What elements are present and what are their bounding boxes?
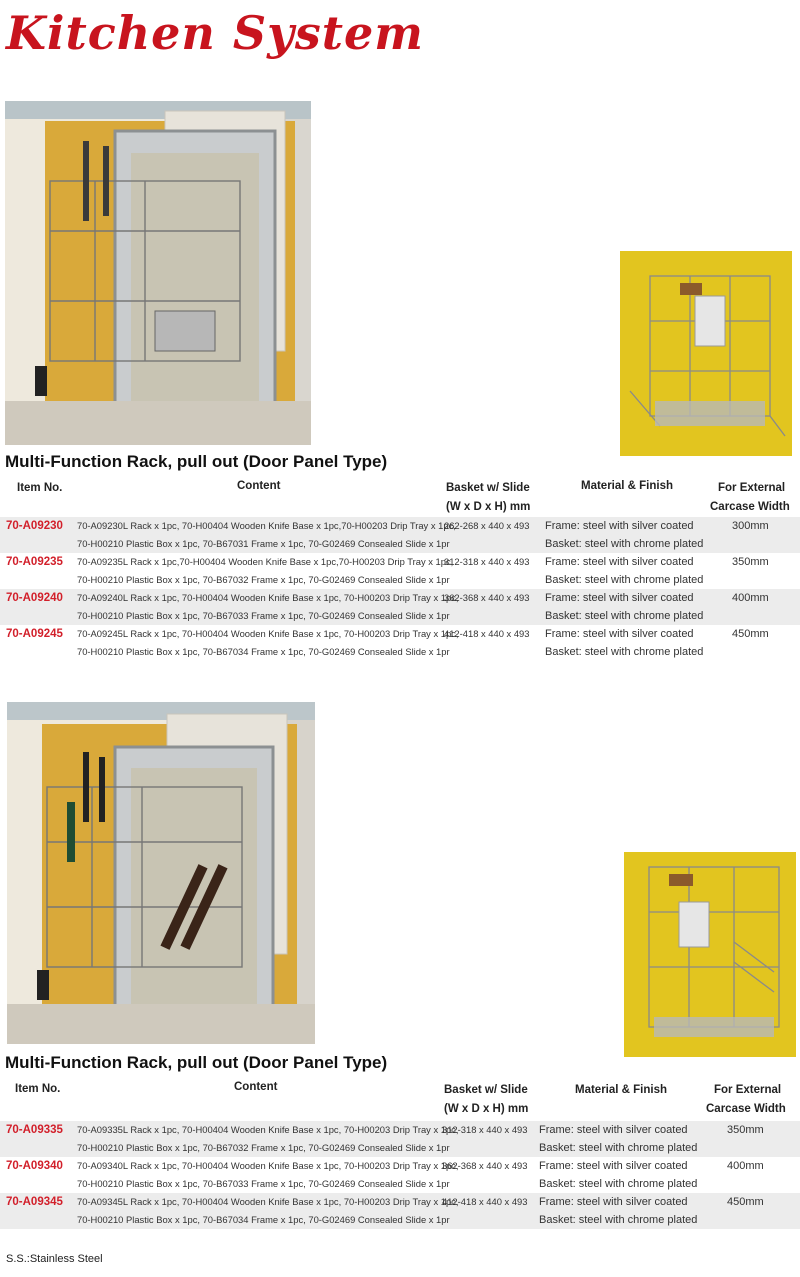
table-row [0,1193,800,1229]
material-basket: Basket: steel with chrome plated [545,538,704,550]
content-line-1: 70-A09245L Rack x 1pc, 70-H00404 Wooden Knife Base x 1pc, 70-H00203 Drip Tray x 1pc, [77,628,459,639]
page-title: Kitchen System [6,6,424,60]
header-basket-dims: (W x D x H) mm [446,501,531,513]
table-row [0,553,800,589]
header-material: Material & Finish [581,480,674,492]
content-line-2: 70-H00210 Plastic Box x 1pc, 70-B67032 Frame x 1pc, 70-G02469 Consealed Slide x 1pr [77,574,450,585]
item-code: 70-A09345 [6,1196,63,1208]
basket-size: 412-418 x 440 x 493 [444,628,530,639]
header-width: For External [714,1084,782,1096]
header-content: Content [234,1081,278,1093]
basket-size: 362-368 x 440 x 493 [442,1160,528,1171]
content-line-2: 70-H00210 Plastic Box x 1pc, 70-B67033 Frame x 1pc, 70-G02469 Consealed Slide x 1pr [77,1178,450,1189]
section-title-2: Multi-Function Rack, pull out (Door Panel Type) [5,1053,388,1072]
item-code: 70-A09240 [6,592,63,604]
content-line-1: 70-A09240L Rack x 1pc, 70-H00404 Wooden Knife Base x 1pc, 70-H00203 Drip Tray x 1pc, [77,592,459,603]
material-frame: Frame: steel with silver coated [539,1160,688,1172]
material-basket: Basket: steel with chrome plated [539,1142,698,1154]
content-line-2: 70-H00210 Plastic Box x 1pc, 70-B67031 Frame x 1pc, 70-G02469 Consealed Slide x 1pr [77,538,450,549]
cabinet-photo-2 [7,702,315,1044]
carcase-width: 450mm [732,628,769,640]
header-material: Material & Finish [575,1084,668,1096]
carcase-width: 450mm [727,1196,764,1208]
carcase-width: 300mm [732,520,769,532]
table-row [0,1121,800,1157]
material-frame: Frame: steel with silver coated [545,592,694,604]
header-width-2: Carcase Width [710,501,790,513]
item-code: 70-A09340 [6,1160,63,1172]
material-basket: Basket: steel with chrome plated [545,574,704,586]
material-frame: Frame: steel with silver coated [545,556,694,568]
header-basket-dims: (W x D x H) mm [444,1103,529,1115]
rack-photo-2 [624,852,796,1057]
section-title-1: Multi-Function Rack, pull out (Door Panel Type) [5,452,388,471]
carcase-width: 350mm [732,556,769,568]
content-line-1: 70-A09230L Rack x 1pc, 70-H00404 Wooden Knife Base x 1pc,70-H00203 Drip Tray x 1pc, [77,520,456,531]
header-basket: Basket w/ Slide [446,482,530,494]
basket-size: 362-368 x 440 x 493 [444,592,530,603]
header-content: Content [237,480,281,492]
material-basket: Basket: steel with chrome plated [545,646,704,658]
content-line-2: 70-H00210 Plastic Box x 1pc, 70-B67032 Frame x 1pc, 70-G02469 Consealed Slide x 1pr [77,1142,450,1153]
material-basket: Basket: steel with chrome plated [539,1214,698,1226]
header-item-no: Item No. [15,1083,61,1095]
header-basket: Basket w/ Slide [444,1084,528,1096]
content-line-1: 70-A09340L Rack x 1pc, 70-H00404 Wooden Knife Base x 1pc, 70-H00203 Drip Tray x 1pc, [77,1160,459,1171]
table-row [0,625,800,661]
content-line-2: 70-H00210 Plastic Box x 1pc, 70-B67033 Frame x 1pc, 70-G02469 Consealed Slide x 1pr [77,610,450,621]
table-row [0,517,800,553]
item-code: 70-A09245 [6,628,63,640]
header-item-no: Item No. [17,482,63,494]
content-line-1: 70-A09235L Rack x 1pc,70-H00404 Wooden Knife Base x 1pc,70-H00203 Drip Tray x 1pc, [77,556,454,567]
content-line-1: 70-A09335L Rack x 1pc, 70-H00404 Wooden Knife Base x 1pc, 70-H00203 Drip Tray x 1pc, [77,1124,459,1135]
basket-size: 312-318 x 440 x 493 [444,556,530,567]
basket-size: 312-318 x 440 x 493 [442,1124,528,1135]
content-line-2: 70-H00210 Plastic Box x 1pc, 70-B67034 Frame x 1pc, 70-G02469 Consealed Slide x 1pr [77,646,450,657]
material-basket: Basket: steel with chrome plated [539,1178,698,1190]
header-width: For External [718,482,786,494]
cabinet-photo-1 [5,101,311,445]
footer-note: S.S.:Stainless Steel [6,1253,103,1265]
content-line-2: 70-H00210 Plastic Box x 1pc, 70-B67034 Frame x 1pc, 70-G02469 Consealed Slide x 1pr [77,1214,450,1225]
basket-size: 412-418 x 440 x 493 [442,1196,528,1207]
carcase-width: 350mm [727,1124,764,1136]
material-basket: Basket: steel with chrome plated [545,610,704,622]
material-frame: Frame: steel with silver coated [539,1124,688,1136]
item-code: 70-A09230 [6,520,63,532]
material-frame: Frame: steel with silver coated [539,1196,688,1208]
content-line-1: 70-A09345L Rack x 1pc, 70-H00404 Wooden Knife Base x 1pc, 70-H00203 Drip Tray x 1pc, [77,1196,459,1207]
table-row [0,1157,800,1193]
carcase-width: 400mm [732,592,769,604]
item-code: 70-A09235 [6,556,63,568]
basket-size: 262-268 x 440 x 493 [444,520,530,531]
carcase-width: 400mm [727,1160,764,1172]
item-code: 70-A09335 [6,1124,63,1136]
header-width-2: Carcase Width [706,1103,786,1115]
material-frame: Frame: steel with silver coated [545,628,694,640]
material-frame: Frame: steel with silver coated [545,520,694,532]
rack-photo-1 [620,251,792,456]
table-row [0,589,800,625]
